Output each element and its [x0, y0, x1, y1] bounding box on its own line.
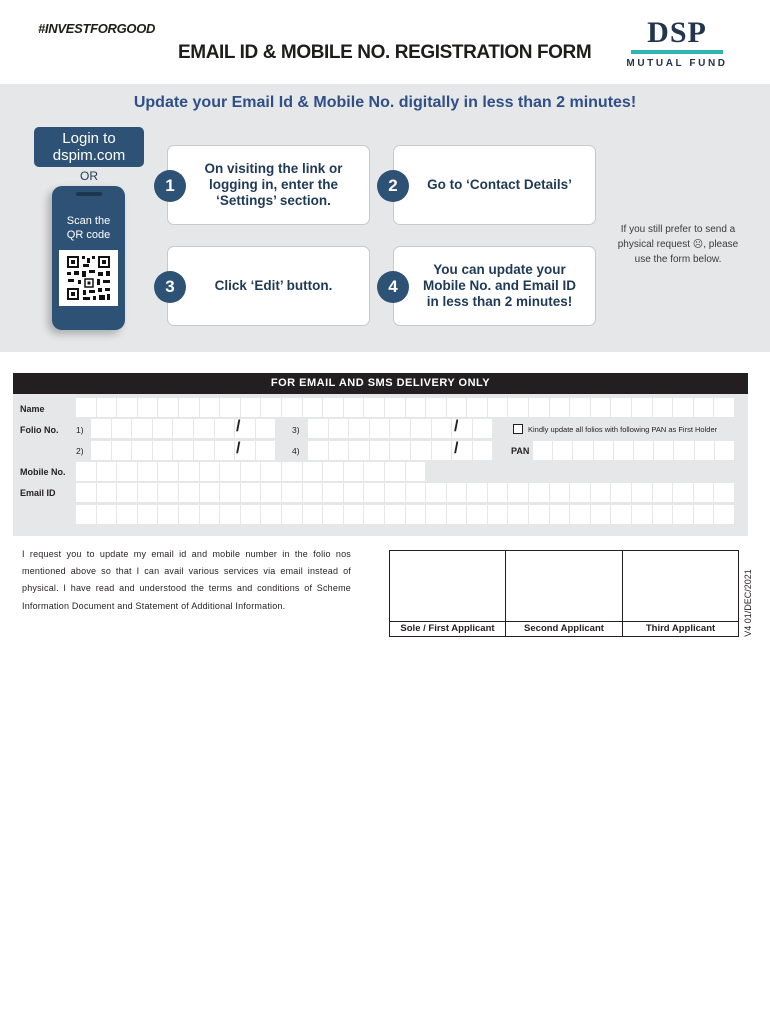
signature-caption-second: Second Applicant — [506, 621, 622, 636]
char-box[interactable] — [714, 483, 735, 502]
char-box[interactable] — [194, 419, 215, 438]
char-box[interactable] — [632, 483, 653, 502]
step-2-card — [393, 145, 596, 225]
folio-2-number: 2) — [76, 446, 84, 456]
char-box[interactable] — [390, 419, 411, 438]
folio-3-slash: / — [454, 418, 459, 435]
char-box[interactable] — [467, 398, 488, 417]
char-box[interactable] — [508, 483, 529, 502]
char-box[interactable] — [112, 441, 133, 460]
char-box[interactable] — [653, 505, 674, 524]
char-box[interactable] — [323, 462, 344, 481]
char-box[interactable] — [329, 419, 350, 438]
pan-label: PAN — [511, 446, 530, 456]
char-box[interactable] — [614, 441, 634, 460]
char-box[interactable] — [488, 398, 509, 417]
char-box[interactable] — [323, 483, 344, 502]
char-box[interactable] — [179, 398, 200, 417]
scan-line-1: Scan the — [66, 215, 111, 227]
char-box[interactable] — [370, 419, 391, 438]
step-1-card — [167, 145, 370, 225]
scan-text — [52, 214, 125, 242]
char-box[interactable] — [349, 441, 370, 460]
char-box[interactable] — [200, 398, 221, 417]
char-box[interactable] — [138, 398, 159, 417]
folio-2-input[interactable] — [91, 441, 289, 460]
char-box[interactable] — [173, 441, 194, 460]
scan-line-2: QR code — [66, 229, 111, 241]
char-box[interactable] — [241, 483, 262, 502]
char-box[interactable] — [370, 441, 391, 460]
step-1-text: On visiting the link or logging in, enter the ‘Settings’ section. — [204, 161, 343, 208]
char-box[interactable] — [241, 505, 262, 524]
char-box[interactable] — [241, 398, 262, 417]
char-box[interactable] — [158, 483, 179, 502]
or-text: OR — [80, 169, 98, 183]
update-all-folios-checkbox[interactable] — [513, 424, 523, 434]
hashtag-text: #INVESTFORGOOD — [38, 21, 156, 36]
char-box[interactable] — [550, 398, 571, 417]
char-box[interactable] — [76, 505, 97, 524]
char-box[interactable] — [323, 398, 344, 417]
folio-4-input[interactable] — [308, 441, 508, 460]
char-box[interactable] — [138, 505, 159, 524]
mobile-label: Mobile No. — [20, 467, 66, 477]
char-box[interactable] — [653, 483, 674, 502]
char-box[interactable] — [158, 505, 179, 524]
char-box[interactable] — [508, 505, 529, 524]
char-box[interactable] — [91, 441, 112, 460]
banner-title: Update your Email Id & Mobile No. digitally in less than 2 minutes! — [133, 94, 637, 111]
declaration-text: I request you to update my email id and mobile number in the folio nos mentioned above so that I can avail various services via email instead of physical. I have read and understood the terms and conditions of Scheme Information Document and Statement of Additional Information. — [22, 549, 351, 611]
char-box[interactable] — [261, 462, 282, 481]
char-box[interactable] — [632, 505, 653, 524]
char-box[interactable] — [447, 505, 468, 524]
step-2-text: Go to ‘Contact Details’ — [427, 177, 572, 192]
char-box[interactable] — [364, 398, 385, 417]
char-box[interactable] — [91, 419, 112, 438]
char-box[interactable] — [411, 441, 432, 460]
logo-bar — [631, 50, 723, 54]
char-box[interactable] — [529, 505, 550, 524]
step-4-number: 4 — [377, 271, 409, 303]
char-box[interactable] — [138, 483, 159, 502]
char-box[interactable] — [694, 398, 715, 417]
char-box[interactable] — [611, 398, 632, 417]
char-box[interactable] — [447, 398, 468, 417]
char-box[interactable] — [200, 505, 221, 524]
char-box[interactable] — [158, 398, 179, 417]
char-box[interactable] — [467, 483, 488, 502]
folio-label: Folio No. — [20, 425, 59, 435]
char-box[interactable] — [344, 462, 365, 481]
char-box[interactable] — [611, 505, 632, 524]
char-box[interactable] — [591, 398, 612, 417]
char-box[interactable] — [344, 483, 365, 502]
step-1-number: 1 — [154, 170, 186, 202]
char-box[interactable] — [220, 398, 241, 417]
char-box[interactable] — [673, 398, 694, 417]
char-box[interactable] — [97, 398, 118, 417]
char-box[interactable] — [153, 419, 174, 438]
char-box[interactable] — [117, 398, 138, 417]
char-box[interactable] — [426, 483, 447, 502]
char-box[interactable] — [432, 419, 453, 438]
form-title: EMAIL ID & MOBILE NO. REGISTRATION FORM — [178, 42, 592, 63]
char-box[interactable] — [390, 441, 411, 460]
folio-1-slash: / — [236, 418, 241, 435]
folio-4-slash: / — [454, 440, 459, 457]
signature-caption-first: Sole / First Applicant — [390, 621, 505, 636]
folio-1-number: 1) — [76, 425, 84, 435]
char-box[interactable] — [550, 483, 571, 502]
char-box[interactable] — [153, 441, 174, 460]
step-2-number: 2 — [377, 170, 409, 202]
char-box[interactable] — [282, 483, 303, 502]
char-box[interactable] — [529, 483, 550, 502]
dsp-logo — [625, 18, 729, 69]
char-box[interactable] — [385, 505, 406, 524]
char-box[interactable] — [406, 505, 427, 524]
signature-box-third[interactable] — [622, 550, 739, 637]
signature-caption-third: Third Applicant — [623, 621, 738, 636]
char-box[interactable] — [533, 441, 553, 460]
char-box[interactable] — [364, 505, 385, 524]
step-3-text: Click ‘Edit’ button. — [214, 278, 333, 293]
char-box[interactable] — [261, 398, 282, 417]
char-box[interactable] — [261, 505, 282, 524]
login-line-1: Login to — [62, 130, 116, 147]
char-box[interactable] — [426, 505, 447, 524]
char-box[interactable] — [694, 505, 715, 524]
char-box[interactable] — [447, 483, 468, 502]
name-input[interactable] — [76, 398, 735, 417]
char-box[interactable] — [132, 419, 153, 438]
char-box[interactable] — [132, 441, 153, 460]
char-box[interactable] — [179, 483, 200, 502]
phone-illustration — [52, 186, 125, 330]
email-input-line-1[interactable] — [76, 483, 735, 502]
char-box[interactable] — [97, 505, 118, 524]
char-box[interactable] — [215, 419, 236, 438]
folio-4-number: 4) — [292, 446, 300, 456]
char-box[interactable] — [220, 505, 241, 524]
char-box[interactable] — [473, 441, 494, 460]
char-box[interactable] — [570, 483, 591, 502]
char-box[interactable] — [695, 441, 715, 460]
mobile-input[interactable] — [76, 462, 427, 481]
char-box[interactable] — [282, 398, 303, 417]
char-box[interactable] — [349, 419, 370, 438]
char-box[interactable] — [508, 398, 529, 417]
char-box[interactable] — [406, 398, 427, 417]
char-box[interactable] — [112, 419, 133, 438]
char-box[interactable] — [179, 462, 200, 481]
char-box[interactable] — [570, 505, 591, 524]
pan-input[interactable] — [533, 441, 735, 460]
char-box[interactable] — [632, 398, 653, 417]
folio-3-input[interactable] — [308, 419, 508, 438]
side-note: If you still prefer to send a physical request ☹, please use the form below. — [617, 224, 739, 265]
char-box[interactable] — [591, 483, 612, 502]
char-box[interactable] — [364, 483, 385, 502]
char-box[interactable] — [653, 398, 674, 417]
char-box[interactable] — [488, 483, 509, 502]
char-box[interactable] — [117, 483, 138, 502]
char-box[interactable] — [179, 505, 200, 524]
char-box[interactable] — [385, 462, 406, 481]
char-box[interactable] — [282, 505, 303, 524]
step-4-card — [393, 246, 596, 326]
char-box[interactable] — [426, 398, 447, 417]
char-box[interactable] — [467, 505, 488, 524]
char-box[interactable] — [344, 505, 365, 524]
folio-2-slash: / — [236, 440, 241, 457]
char-box[interactable] — [241, 462, 262, 481]
char-box[interactable] — [117, 462, 138, 481]
char-box[interactable] — [411, 419, 432, 438]
char-box[interactable] — [329, 441, 350, 460]
char-box[interactable] — [654, 441, 674, 460]
email-input-line-2[interactable] — [76, 505, 735, 524]
folio-3-number: 3) — [292, 425, 300, 435]
logo-main-text: DSP — [647, 16, 707, 49]
char-box[interactable] — [550, 505, 571, 524]
char-box[interactable] — [76, 398, 97, 417]
char-box[interactable] — [673, 505, 694, 524]
char-box[interactable] — [76, 462, 97, 481]
char-box[interactable] — [308, 419, 329, 438]
step-3-number: 3 — [154, 271, 186, 303]
char-box[interactable] — [488, 505, 509, 524]
char-box[interactable] — [714, 398, 735, 417]
kindly-update-text: Kindly update all folios with following PAN as First Holder — [528, 425, 718, 434]
name-label: Name — [20, 404, 45, 414]
char-box[interactable] — [303, 398, 324, 417]
char-box[interactable] — [406, 462, 427, 481]
email-label: Email ID — [20, 488, 56, 498]
char-box[interactable] — [200, 462, 221, 481]
char-box[interactable] — [432, 441, 453, 460]
char-box[interactable] — [261, 483, 282, 502]
logo-sub-text: MUTUAL FUND — [626, 58, 728, 69]
char-box[interactable] — [303, 462, 324, 481]
char-box[interactable] — [611, 483, 632, 502]
char-box[interactable] — [406, 483, 427, 502]
char-box[interactable] — [256, 419, 277, 438]
char-box[interactable] — [173, 419, 194, 438]
char-box[interactable] — [200, 483, 221, 502]
char-box[interactable] — [308, 441, 329, 460]
char-box[interactable] — [594, 441, 614, 460]
instructions-banner — [0, 84, 770, 352]
char-box[interactable] — [634, 441, 654, 460]
char-box[interactable] — [674, 441, 694, 460]
registration-form — [13, 373, 748, 536]
char-box[interactable] — [344, 398, 365, 417]
char-box[interactable] — [282, 462, 303, 481]
char-box[interactable] — [215, 441, 236, 460]
char-box[interactable] — [673, 483, 694, 502]
signature-box-first[interactable] — [389, 550, 506, 637]
char-box[interactable] — [529, 398, 550, 417]
char-box[interactable] — [303, 505, 324, 524]
step-4-text: You can update your Mobile No. and Email ID in less than 2 minutes! — [422, 262, 576, 309]
char-box[interactable] — [385, 483, 406, 502]
step-3-card — [167, 246, 370, 326]
login-link-box[interactable] — [34, 127, 144, 167]
char-box[interactable] — [138, 462, 159, 481]
char-box[interactable] — [158, 462, 179, 481]
char-box[interactable] — [117, 505, 138, 524]
char-box[interactable] — [694, 483, 715, 502]
version-text: V4 01/DEC/2021 — [743, 569, 753, 637]
char-box[interactable] — [714, 505, 735, 524]
signature-box-second[interactable] — [505, 550, 623, 637]
char-box[interactable] — [303, 483, 324, 502]
form-heading: FOR EMAIL AND SMS DELIVERY ONLY — [13, 373, 748, 394]
char-box[interactable] — [220, 462, 241, 481]
char-box[interactable] — [553, 441, 573, 460]
char-box[interactable] — [76, 483, 97, 502]
login-line-2: dspim.com — [52, 147, 126, 164]
char-box[interactable] — [256, 441, 277, 460]
char-box[interactable] — [570, 398, 591, 417]
char-box[interactable] — [591, 505, 612, 524]
char-box[interactable] — [323, 505, 344, 524]
char-box[interactable] — [385, 398, 406, 417]
char-box[interactable] — [97, 462, 118, 481]
char-box[interactable] — [573, 441, 593, 460]
char-box[interactable] — [194, 441, 215, 460]
char-box[interactable] — [364, 462, 385, 481]
phone-notch — [76, 192, 102, 196]
char-box[interactable] — [220, 483, 241, 502]
char-box[interactable] — [715, 441, 735, 460]
char-box[interactable] — [97, 483, 118, 502]
char-box[interactable] — [473, 419, 494, 438]
qr-code-icon[interactable] — [59, 250, 118, 306]
folio-1-input[interactable] — [91, 419, 289, 438]
